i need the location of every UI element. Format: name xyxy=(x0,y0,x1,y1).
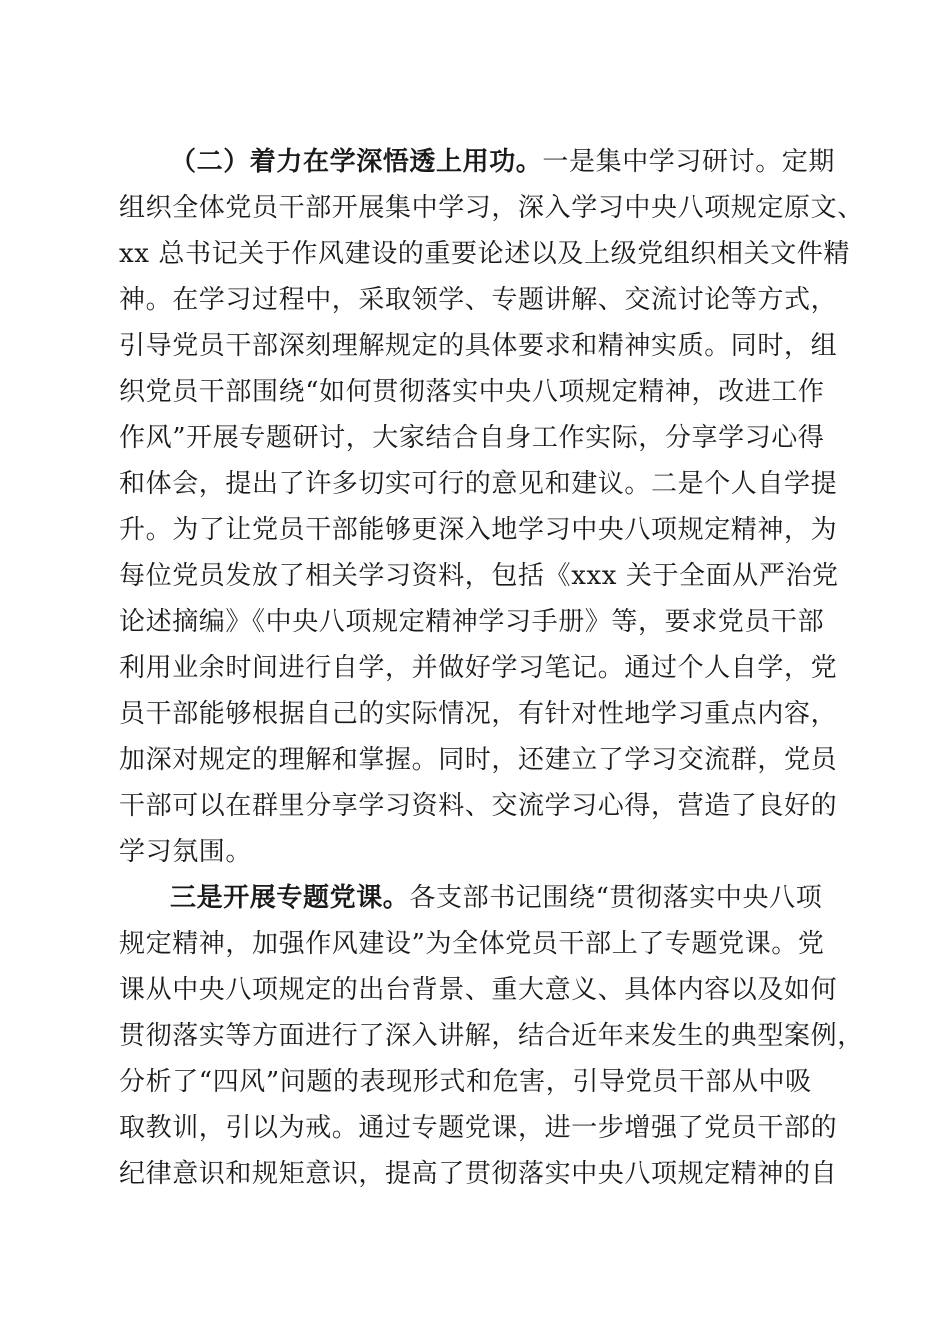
paragraph-1-line-15: 干部可以在群里分享学习资料、交流学习心得，营造了良好的 xyxy=(119,791,838,821)
paragraph-1-line-5: 引导党员干部深刻理解规定的具体要求和精神实质。同时，组 xyxy=(119,331,838,361)
paragraph-1-line-14: 加深对规定的理解和掌握。同时，还建立了学习交流群，党员 xyxy=(119,745,838,775)
paragraph-2-heading: 三是开展专题党课。 xyxy=(170,883,410,913)
paragraph-1-line-1-text: 一是集中学习研讨。定期 xyxy=(542,147,836,177)
paragraph-2-line-3: 课从中央八项规定的出台背景、重大意义、具体内容以及如何 xyxy=(119,975,838,1005)
paragraph-1-line-1 xyxy=(170,142,840,182)
paragraph-1-line-10: 每位党员发放了相关学习资料，包括《xxx 关于全面从严治党 xyxy=(119,561,839,591)
paragraph-2-line-4: 贯彻落实等方面进行了深入讲解，结合近年来发生的典型案例， xyxy=(119,1021,864,1051)
paragraph-1-line-13: 员干部能够根据自己的实际情况，有针对性地学习重点内容， xyxy=(119,699,838,729)
paragraph-1-line-16: 学习氛围。 xyxy=(119,837,253,867)
paragraph-2-line-7: 纪律意识和规矩意识，提高了贯彻落实中央八项规定精神的自 xyxy=(119,1159,838,1189)
paragraph-2-line-6: 取教训，引以为戒。通过专题党课，进一步增强了党员干部的 xyxy=(119,1113,838,1143)
paragraph-2-line-2: 规定精神，加强作风建设”为全体党员干部上了专题党课。党 xyxy=(119,929,825,959)
paragraph-1-line-7: 作风”开展专题研讨，大家结合自身工作实际，分享学习心得 xyxy=(119,423,825,453)
paragraph-2-line-1-text: 各支部书记围绕“贯彻落实中央八项 xyxy=(409,883,823,913)
paragraph-1-line-4: 神。在学习过程中，采取领学、专题讲解、交流讨论等方式， xyxy=(119,285,838,315)
paragraph-2-line-1 xyxy=(170,878,840,918)
paragraph-1-heading: （二）着力在学深悟透上用功。 xyxy=(170,147,543,177)
paragraph-1-line-8: 和体会，提出了许多切实可行的意见和建议。二是个人自学提 xyxy=(119,469,838,499)
paragraph-2-line-5: 分析了“四风”问题的表现形式和危害，引导党员干部从中吸 xyxy=(119,1067,812,1097)
paragraph-1-line-12: 利用业余时间进行自学，并做好学习笔记。通过个人自学，党 xyxy=(119,653,838,683)
paragraph-1-line-11: 论述摘编》《中央八项规定精神学习手册》等，要求党员干部 xyxy=(119,607,825,637)
paragraph-1-line-9: 升。为了让党员干部能够更深入地学习中央八项规定精神，为 xyxy=(119,515,838,545)
paragraph-1-line-3: xx 总书记关于作风建设的重要论述以及上级党组织相关文件精 xyxy=(119,239,850,269)
paragraph-1-line-2: 组织全体党员干部开展集中学习，深入学习中央八项规定原文、 xyxy=(119,193,864,223)
paragraph-1-line-6: 织党员干部围绕“如何贯彻落实中央八项规定精神，改进工作 xyxy=(119,377,825,407)
